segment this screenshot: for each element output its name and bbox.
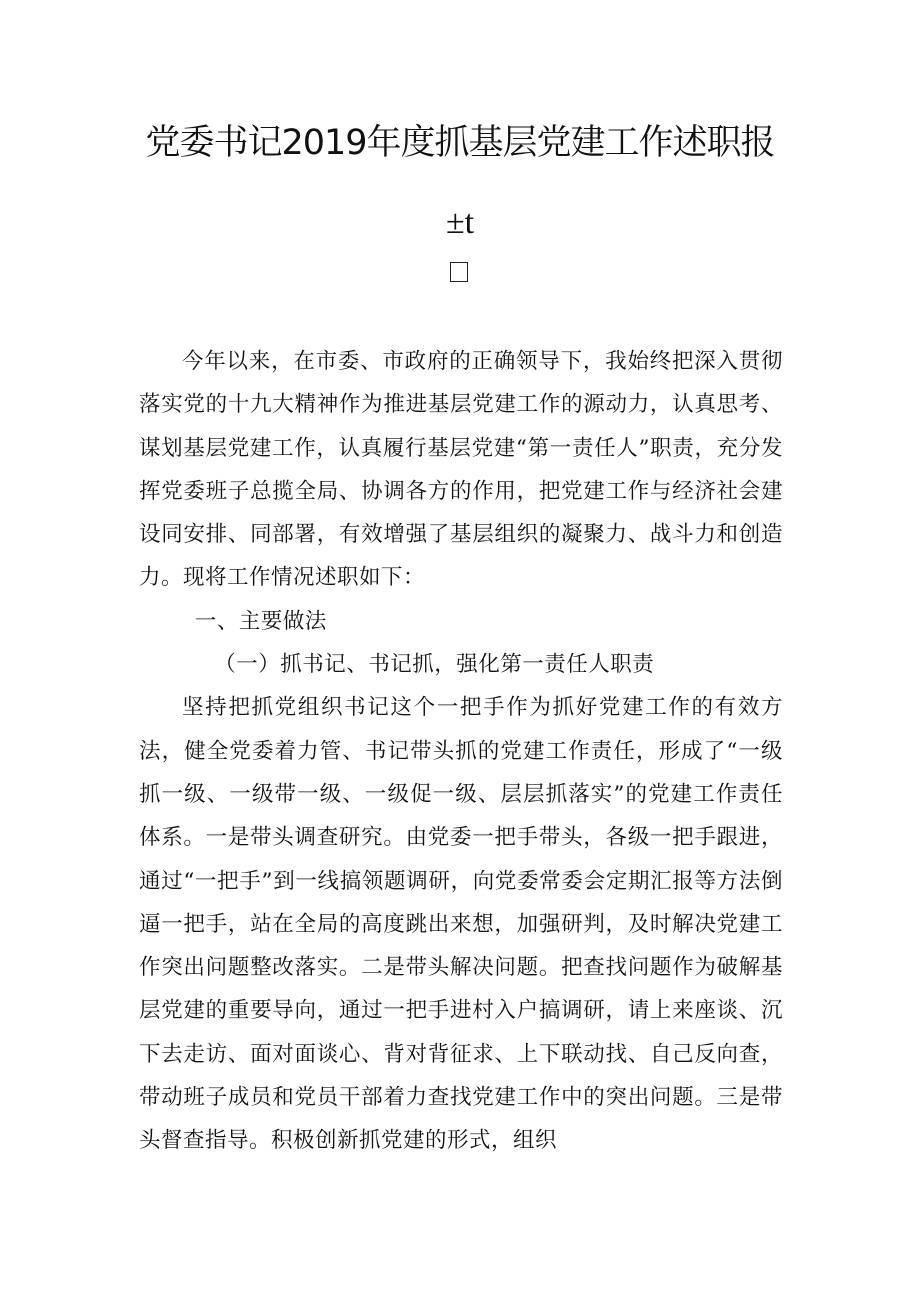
missing-glyph-box-icon xyxy=(450,262,468,282)
document-body xyxy=(139,340,783,1163)
intro-paragraph: 今年以来，在市委、市政府的正确领导下，我始终把深入贯彻落实党的十九大精神作为推进基层党建工作的源动力，认真思考、谋划基层党建工作，认真履行基层党建“第一责任人”职责，充分发挥党委班子总揽全局、协调各方的作用，把党建工作与经济社会建设同安排、同部署，有效增强了基层组织的凝聚力、战斗力和创造力。现将工作情况述职如下： xyxy=(139,349,783,591)
document-title-continuation: ±t xyxy=(445,204,475,241)
document-title: 党委书记2019年度抓基层党建工作述职报 xyxy=(145,123,775,163)
body-paragraph: 坚持把抓党组织书记这个一把手作为抓好党建工作的有效方法，健全党委着力管、书记带头抓的党建工作责任，形成了“一级抓一级、一级带一级、一级促一级、层层抓落实”的党建工作责任体系。一是带头调查研究。由党委一把手带头，各级一把手跟进，通过“一把手”到一线搞领题调研，向党委常委会定期汇报等方法倒逼一把手，站在全局的高度跳出来想，加强研判，及时解决党建工作突出问题整改落实。二是带头解决问题。把查找问题作为破解基层党建的重要导向，通过一把手进村入户搞调研，请上来座谈、沉下去走访、面对面谈心、背对背征求、上下联动找、自己反向查，带动班子成员和党员干部着力查找党建工作中的突出问题。三是带头督查指导。积极创新抓党建的形式，组织 xyxy=(139,695,783,1154)
section-heading: 一、主要做法 xyxy=(194,608,327,634)
subsection-heading: （一）抓书记、书记抓，强化第一责任人职责 xyxy=(214,652,655,678)
